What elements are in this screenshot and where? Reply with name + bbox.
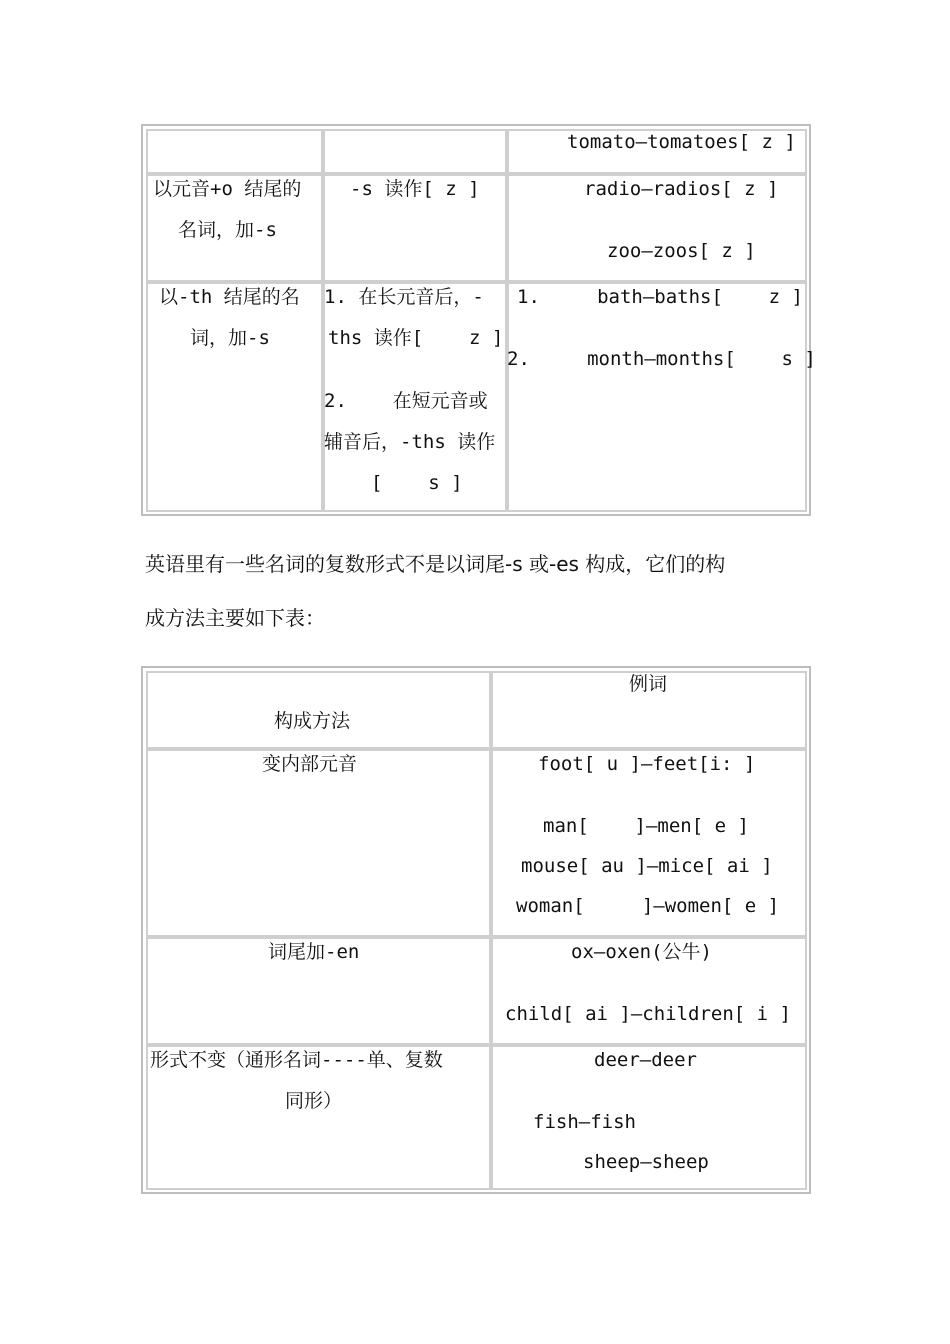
t1-r3-pron-line4: 辅音后，-ths 读作 — [324, 431, 496, 453]
t1-r2-pron: -s 读作[ z ] — [350, 178, 480, 200]
t1-r2-example-1: radio—radios[ z ] — [584, 178, 779, 200]
t2-r3-method-line2: 同形） — [285, 1090, 343, 1112]
t2-r1-example-1: foot[ u ]—feet[i: ] — [538, 753, 756, 775]
intro-paragraph-line1: 英语里有一些名词的复数形式不是以词尾-s 或-es 构成，它们的构 — [145, 552, 726, 576]
t2-r2-method: 词尾加-en — [268, 941, 360, 963]
t2-r1-example-4: woman[ ]—women[ e ] — [516, 895, 780, 917]
t1-r2-example-2: zoo—zoos[ z ] — [607, 240, 756, 262]
table1-row3-method-cell — [146, 282, 323, 512]
t1-r3-method-line2: 词，加-s — [190, 327, 270, 349]
table1-row1-pron-cell — [323, 129, 507, 174]
t1-r2-method-line1: 以元音+o 结尾的 — [153, 178, 302, 200]
t2-header-method: 构成方法 — [274, 710, 351, 732]
intro-paragraph-line2: 成方法主要如下表： — [145, 606, 325, 630]
t2-r1-example-3: mouse[ au ]—mice[ ai ] — [521, 855, 773, 877]
t2-r3-example-2: fish—fish — [533, 1111, 636, 1133]
t1-r3-method-line1: 以-th 结尾的名 — [159, 286, 300, 308]
table1-row1-method-cell — [146, 129, 323, 174]
t2-r3-example-1: deer—deer — [594, 1049, 697, 1071]
t2-header-examples: 例词 — [629, 673, 668, 695]
t1-r3-pron-line5: [ s ] — [371, 472, 463, 494]
t1-r3-pron-line1: 1. 在长元音后，- — [324, 286, 484, 308]
t2-r1-example-2: man[ ]—men[ e ] — [543, 815, 749, 837]
t2-r1-method: 变内部元音 — [262, 753, 358, 775]
t2-r3-example-3: sheep—sheep — [583, 1151, 709, 1173]
t1-r3-pron-line2: ths 读作[ z ] — [328, 327, 504, 349]
table1-row3-example-cell — [507, 282, 807, 512]
t1-r2-method-line2: 名词，加-s — [178, 219, 277, 241]
t1-r1-example-1: tomato—tomatoes[ z ] — [567, 131, 796, 153]
table2-row1-method-cell — [146, 749, 491, 937]
t1-r3-example-2: 2. month—months[ s ] — [507, 348, 816, 370]
t1-r3-pron-line3: 2. 在短元音或 — [324, 390, 488, 412]
irregular-plural-table — [141, 666, 811, 1194]
t2-r2-example-1: ox—oxen(公牛) — [571, 941, 712, 963]
t1-r3-example-1: 1. bath—baths[ z ] — [517, 286, 803, 308]
t2-r3-method-line1: 形式不变（通形名词----单、复数 — [150, 1049, 443, 1071]
t2-r2-example-2: child[ ai ]—children[ i ] — [505, 1003, 791, 1025]
